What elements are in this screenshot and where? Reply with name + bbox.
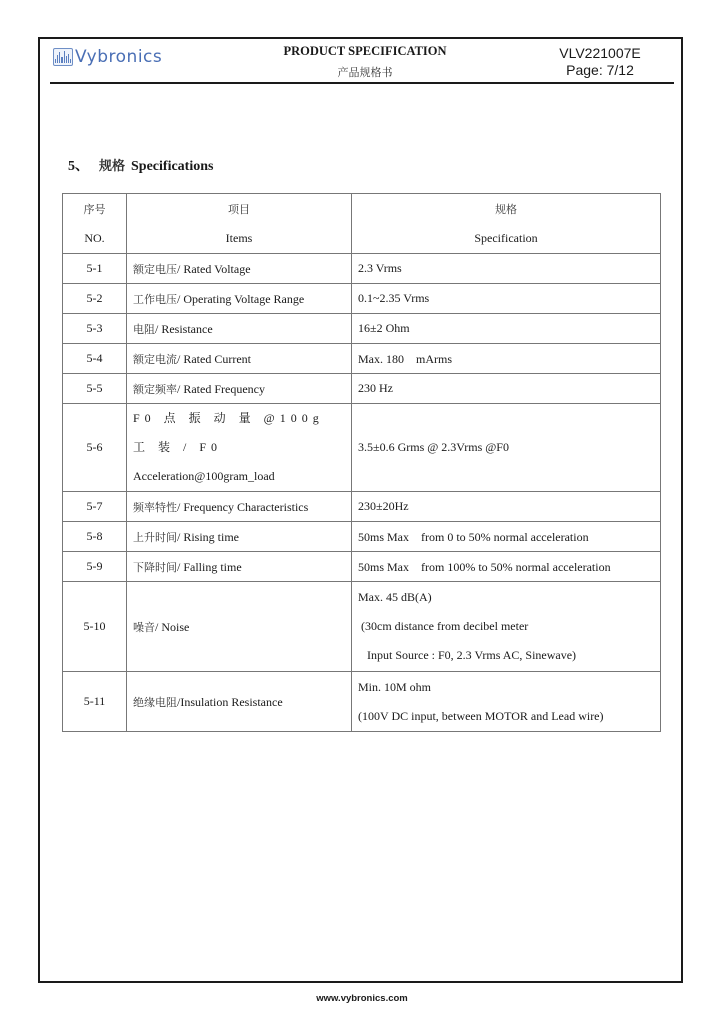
header-divider — [50, 82, 674, 84]
column-header-no: 序号 NO. — [63, 194, 127, 254]
row-number: 5-11 — [63, 672, 127, 732]
row-item: 上升时间/ Rising time — [127, 522, 352, 552]
row-number: 5-1 — [63, 254, 127, 284]
row-item: F0 点 振 动 量 @100g 工 装 / F0 Acceleration@100gram_load — [127, 404, 352, 492]
vybronics-waveform-icon — [53, 48, 73, 66]
page-number: Page: 7/12 — [566, 62, 634, 78]
row-number: 5-4 — [63, 344, 127, 374]
footer-url: www.vybronics.com — [316, 993, 408, 1004]
table-row — [63, 404, 661, 492]
row-spec: Max. 180 mArms — [352, 344, 661, 374]
row-number: 5-2 — [63, 284, 127, 314]
table-row — [63, 492, 661, 522]
header-title: PRODUCT SPECIFICATION — [283, 44, 447, 58]
row-item: 噪音/ Noise — [127, 582, 352, 672]
row-spec: 230±20Hz — [352, 492, 661, 522]
row-spec: 2.3 Vrms — [352, 254, 661, 284]
row-spec: 50ms Max from 100% to 50% normal acceleration — [352, 552, 661, 582]
header-doc-info — [540, 45, 660, 79]
row-spec: 230 Hz — [352, 374, 661, 404]
table-row — [63, 374, 661, 404]
table-row — [63, 254, 661, 284]
section-number: 5、 — [68, 159, 89, 174]
row-item: 绝缘电阻/Insulation Resistance — [127, 672, 352, 732]
column-header-specification: 规格 Specification — [352, 194, 661, 254]
row-number: 5-9 — [63, 552, 127, 582]
table-row — [63, 672, 661, 732]
row-number: 5-7 — [63, 492, 127, 522]
row-number: 5-10 — [63, 582, 127, 672]
row-spec: Max. 45 dB(A) (30cm distance from decibel meter Input Source : F0, 2.3 Vrms AC, Sinewave) — [352, 582, 661, 672]
row-item: 额定电流/ Rated Current — [127, 344, 352, 374]
table-row — [63, 314, 661, 344]
doc-number: VLV221007E — [559, 45, 641, 61]
table-row — [63, 552, 661, 582]
row-item: 下降时间/ Falling time — [127, 552, 352, 582]
row-spec: Min. 10M ohm (100V DC input, between MOTOR and Lead wire) — [352, 672, 661, 732]
row-number: 5-6 — [63, 404, 127, 492]
column-header-items: 项目 Items — [127, 194, 352, 254]
row-item: 频率特性/ Frequency Characteristics — [127, 492, 352, 522]
table-row — [63, 284, 661, 314]
table-header-row — [63, 194, 661, 254]
header-title-block — [270, 44, 460, 80]
row-item: 额定频率/ Rated Frequency — [127, 374, 352, 404]
table-row — [63, 344, 661, 374]
section-title-en: Specifications — [131, 159, 214, 174]
table-row — [63, 582, 661, 672]
row-item: 电阻/ Resistance — [127, 314, 352, 344]
row-item: 工作电压/ Operating Voltage Range — [127, 284, 352, 314]
row-spec: 0.1~2.35 Vrms — [352, 284, 661, 314]
row-number: 5-8 — [63, 522, 127, 552]
company-logo — [53, 48, 162, 66]
row-item: 额定电压/ Rated Voltage — [127, 254, 352, 284]
logo-text: Vybronics — [75, 46, 163, 67]
row-number: 5-3 — [63, 314, 127, 344]
row-spec: 16±2 Ohm — [352, 314, 661, 344]
section-heading — [68, 155, 213, 175]
row-number: 5-5 — [63, 374, 127, 404]
section-title-cn: 规格 — [99, 159, 126, 174]
header-subtitle-cn: 产品规格书 — [337, 66, 393, 79]
table-row — [63, 522, 661, 552]
specifications-table — [62, 193, 661, 732]
row-spec: 3.5±0.6 Grms @ 2.3Vrms @F0 — [352, 404, 661, 492]
row-spec: 50ms Max from 0 to 50% normal acceleration — [352, 522, 661, 552]
